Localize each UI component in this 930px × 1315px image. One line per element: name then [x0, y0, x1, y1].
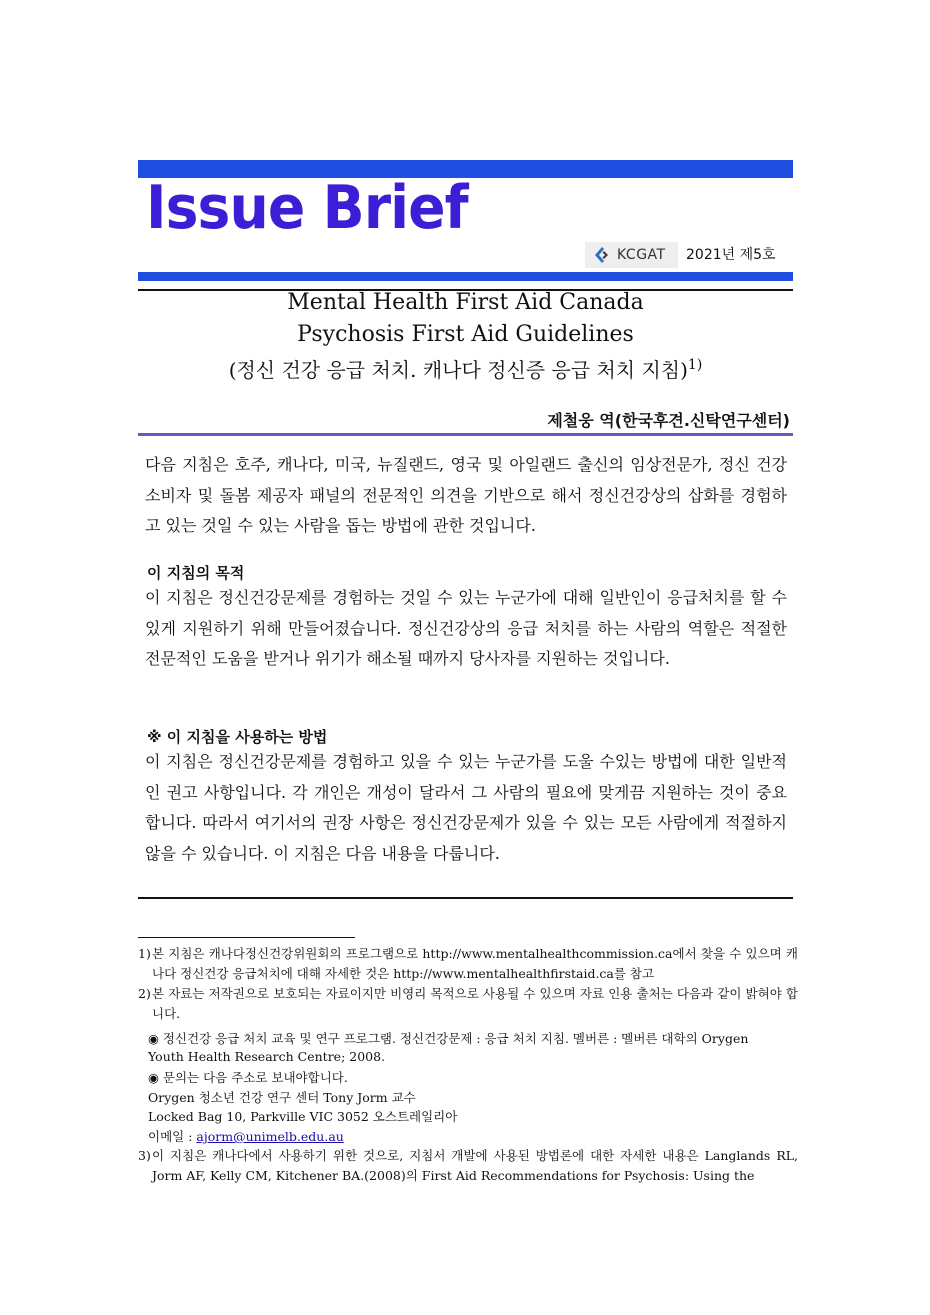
footnote-3-number: 3) [138, 1148, 151, 1163]
section-purpose-heading: 이 지침의 목적 [147, 564, 245, 582]
footnote-2-reference-cont: Youth Health Research Centre; 2008. [148, 1049, 386, 1064]
issue-number: 2021년 제5호 [686, 247, 776, 263]
footnote-2-reference: ◉ 정신건강 응급 처치 교육 및 연구 프로그램. 정신건강문제 : 응급 처치 지침. 멜버른 : 멜버른 대학의 Orygen [148, 1031, 749, 1046]
author-rule [138, 433, 793, 436]
footnote-2-address-2: Locked Bag 10, Parkville VIC 3052 오스트레일리아 [148, 1109, 458, 1124]
footnote-3 [138, 1146, 798, 1186]
translator-credit: 제철웅 역(한국후견.신탁연구센터) [547, 411, 790, 430]
title-line-3 [138, 350, 793, 385]
footnote-3-text: 이 지침은 캐나다에서 사용하기 위한 것으로, 지침서 개발에 사용된 방법론에 대한 자세한 내용은 Langlands RL, Jorm AF, Kelly CM, Kitchener BA.(2008)의 First Aid Recommendations for Psychosis: Using the [152, 1148, 798, 1183]
footnote-1-text: 본 지침은 캐나다정신건강위원회의 프로그램으로 http://www.mentalhealthcommission.ca에서 찾을 수 있으며 캐나다 정신건강 응급처치에 대해 자세한 것은 http://www.mentalhealthfirstaid.ca를 참고 [152, 946, 798, 981]
footnote-ref-1[interactable]: 1) [687, 357, 703, 373]
logo-text: KCGAT [617, 247, 666, 263]
intro-paragraph: 다음 지침은 호주, 캐나다, 미국, 뉴질랜드, 영국 및 아일랜드 출신의 임상전문가, 정신 건강 소비자 및 돌봄 제공자 패널의 전문적인 의견을 기반으로 해서 정신건강상의 삽화를 경험하고 있는 것일 수 있는 사람을 돕는 방법에 관한 것입니다. [145, 455, 787, 535]
kcgat-logo-icon [593, 246, 611, 264]
kcgat-logo [585, 242, 678, 268]
body-bottom-rule [138, 897, 793, 899]
email-label: 이메일 : [148, 1129, 197, 1144]
footnote-1 [138, 944, 798, 984]
footnote-rule [138, 937, 355, 938]
footnote-2-number: 2) [138, 986, 151, 1001]
footnote-2 [138, 984, 798, 1024]
footnote-2-address-1: Orygen 청소년 건강 연구 센터 Tony Jorm 교수 [148, 1090, 416, 1105]
footnote-2-email-line [148, 1127, 344, 1147]
brand-title: Issue Brief [146, 173, 468, 243]
title-line-2: Psychosis First Aid Guidelines [297, 322, 634, 347]
title-korean: (정신 건강 응급 처치. 캐나다 정신증 응급 처치 지침) [228, 358, 688, 382]
section-usage-text: 이 지침은 정신건강문제를 경험하고 있을 수 있는 누군가를 도울 수있는 방법에 대한 일반적인 권고 사항입니다. 각 개인은 개성이 달라서 그 사람의 필요에 맞게끔 지원하는 것이 중요합니다. 따라서 여기서의 권장 사항은 정신건강문제가 있을 수 있는 모든 사람에게 적절하지 않을 수 있습니다. 이 지침은 다음 내용을 다룹니다. [145, 752, 787, 863]
email-link[interactable]: ajorm@unimelb.edu.au [196, 1129, 344, 1144]
title-line-1: Mental Health First Aid Canada [287, 290, 644, 315]
footnote-2-contact: ◉ 문의는 다음 주소로 보내야합니다. [148, 1070, 348, 1085]
footnote-2-text: 본 자료는 저작권으로 보호되는 자료이지만 비영리 목적으로 사용될 수 있으며 자료 인용 출처는 다음과 같이 밝혀야 합니다. [152, 986, 798, 1021]
footnote-1-number: 1) [138, 946, 151, 961]
section-usage-heading: ※ 이 지침을 사용하는 방법 [147, 728, 328, 746]
header-bottom-bar [138, 272, 793, 281]
section-purpose-text: 이 지침은 정신건강문제를 경험하는 것일 수 있는 누군가에 대해 일반인이 응급처치를 할 수 있게 지원하기 위해 만들어졌습니다. 정신건강상의 응급 처치를 하는 사람의 역할은 적절한 전문적인 도움을 받거나 위기가 해소될 때까지 당사자를 지원하는 것입니다. [145, 588, 787, 668]
